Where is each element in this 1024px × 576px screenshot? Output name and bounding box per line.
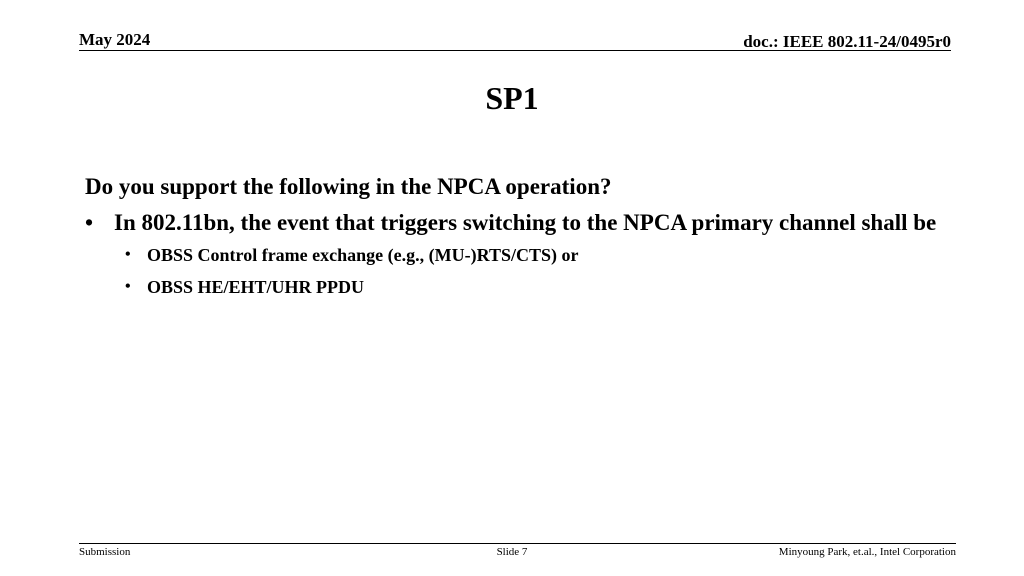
bullet-icon: • bbox=[85, 210, 94, 235]
sub-bullet-item bbox=[85, 276, 944, 298]
footer-rule bbox=[79, 543, 956, 544]
footer-submission: Submission bbox=[79, 546, 131, 558]
slide-content bbox=[85, 172, 944, 308]
bullet-text: In 802.11bn, the event that triggers switching to the NPCA primary channel shall be bbox=[114, 210, 937, 235]
sub-bullet-text: OBSS Control frame exchange (e.g., (MU-)RTS/CTS) or bbox=[147, 245, 579, 265]
footer-slide-number: Slide 7 bbox=[496, 546, 528, 558]
bullet-icon: • bbox=[125, 246, 131, 263]
question-text: Do you support the following in the NPCA operation? bbox=[85, 174, 612, 199]
header-date: May 2024 bbox=[79, 30, 151, 49]
sub-bullet-item bbox=[85, 244, 944, 266]
sub-bullet-list bbox=[85, 244, 944, 298]
bullet-item bbox=[85, 208, 944, 238]
sub-bullet-text: OBSS HE/EHT/UHR PPDU bbox=[147, 277, 365, 297]
footer-author: Minyoung Park, et.al., Intel Corporation bbox=[778, 546, 956, 558]
bullet-icon: • bbox=[125, 278, 131, 295]
header-doc-id: doc.: IEEE 802.11-24/0495r0 bbox=[743, 32, 951, 51]
header-rule bbox=[79, 50, 951, 51]
slide-title: SP1 bbox=[485, 80, 539, 116]
